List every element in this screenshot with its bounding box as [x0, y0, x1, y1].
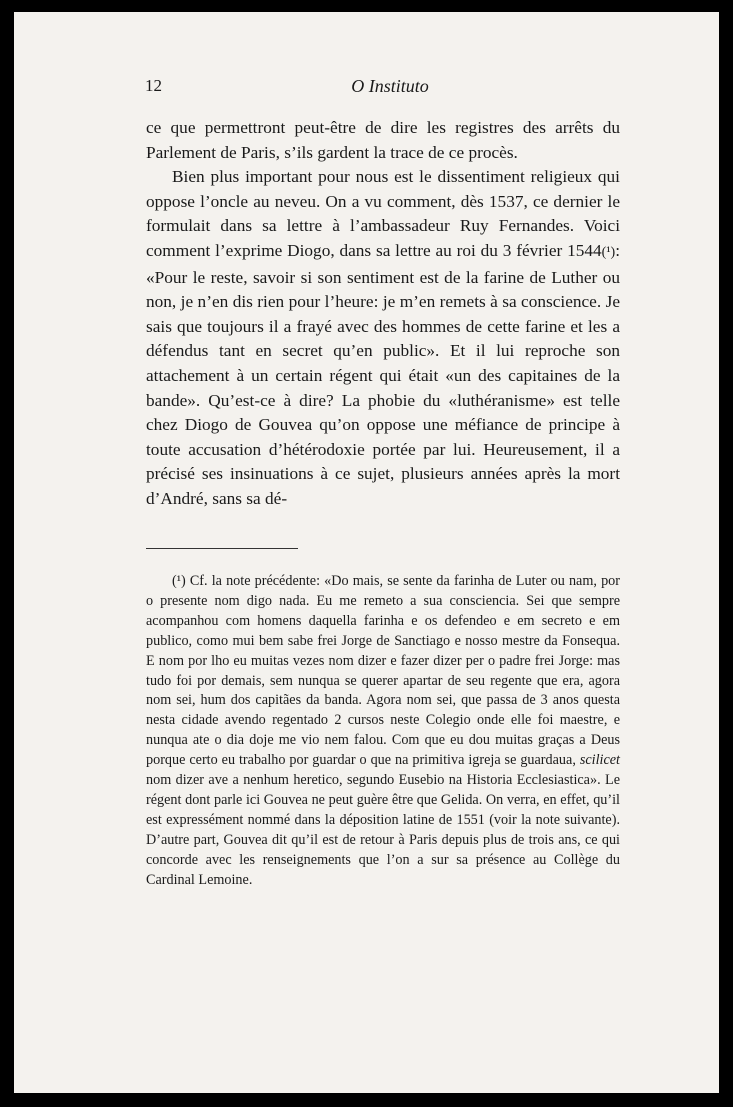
footnote-divider: [146, 548, 298, 549]
footnote-text: Cf. la note précédente: «Do mais, se sente da farinha de Luter ou nam, por o presente nom digo nada. Eu me remeto a sua conscienciа. Sei que sempre acompanhou com homens daquella farinha e os defendeo e em secreto e em publico, como mui bem sabe frei Jorge de Sanctiago e nosso mestre da Fonsequa. E nom por lho eu muitas vezes nom dizer e fazer dizer per o padre frei Jorge: mas tudo foi por demais, sem nunqua se querer apartar de seu regente que era, agora nom sei, hum dos capitães da banda. Agora nom sei, que passa de 3 anos questa nesta cidade avendo regentado 2 cursos neste Colegio onde elle foi maestre, e nunqua ate o dia doje me vio nem falou. Com que eu dou muitas graças a Deus porque certo eu trabalho por guardar o que na primitiva igreja se guardaua,: [146, 573, 620, 769]
footnote-text: nom dizer ave a nenhum heretico, segundo Eusebio na Historia Ecclesiastica». Le régent dont parle ici Gouvea ne peut guère être que Gelida. On verra, en effet, qu’il est expressément nommé dans la déposition latine de 1551 (voir la note suivante). D’autre part, Gouvea dit qu’il est de retour à Paris depuis plus de trois ans, ce qui concorde avec les renseignements que l’on a sur sa présence au Collège du Cardinal Lemoine.: [146, 772, 620, 888]
footnote-reference: (¹): [601, 244, 616, 260]
paragraph: ce que permettront peut-être de dire les registres des arrêts du Parlement de Paris, s’ils gardent la trace de ce procès.: [146, 118, 620, 162]
paragraph: [146, 165, 620, 511]
footnote-italic-text: scilicet: [579, 752, 620, 769]
page-header: [145, 76, 635, 102]
running-title: O Instituto: [351, 76, 429, 96]
paragraph-text: : «Pour le reste, savoir si son sentiment est de la farine de Luther ou non, je n’en dis rien pour l’heure: je m’en remets à sa conscience. Je sais que toujours il a frayé avec des hommes de cette farine et les a défendus tant en secret qu’en public». Et il lui reproche son attachement à un certain régent qui était «un des capitaines de la bande». Qu’est-ce à dire? La phobie du «luthéranisme» est telle chez Diogo de Gouvea qu’on oppose une méfiance de principe à toute accusation d’hétérodoxie portée par lui. Heureusement, il a précisé ses insinuations à ce sujet, plusieurs années après la mort d’André, sans sa dé-: [146, 240, 620, 508]
main-text: [146, 116, 620, 512]
paragraph-text: Bien plus important pour nous est le dissentiment religieux qui oppose l’oncle au neveu. On a vu comment, dès 1537, ce dernier le formulait dans sa lettre à l’ambassadeur Ruy Fernandes. Voici comment l’exprime Diogo, dans sa lettre au roi du 3 février 1544: [146, 167, 620, 260]
page-number: 12: [145, 76, 162, 95]
footnote: [146, 572, 620, 891]
book-page: [14, 12, 719, 1093]
footnote-marker: (¹): [172, 573, 186, 589]
